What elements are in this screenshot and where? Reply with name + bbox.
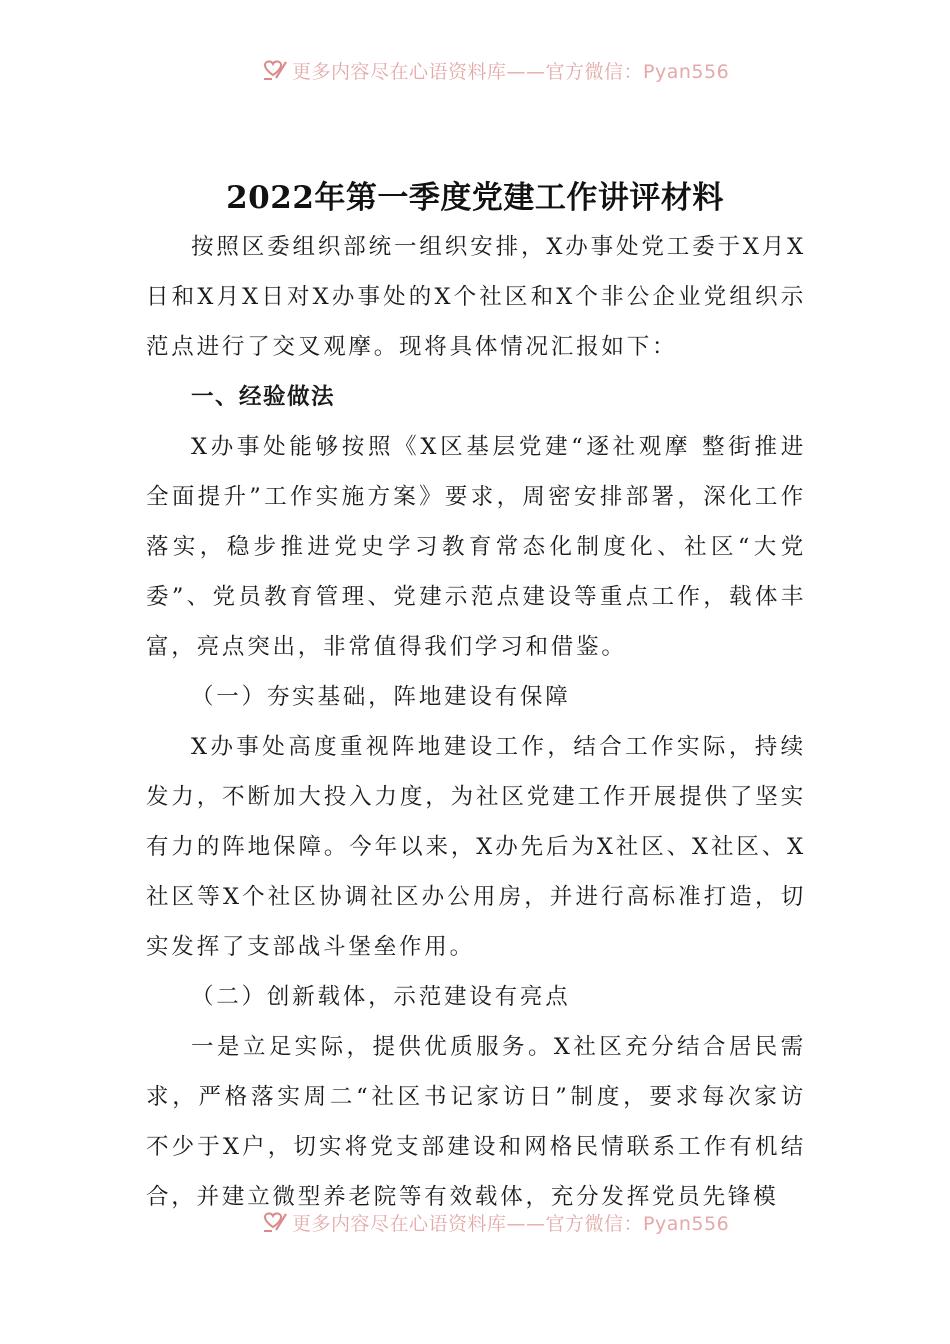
watermark-footer: [262, 1208, 729, 1236]
watermark-text: 更多内容尽在心语资料库——官方微信：Pyan556: [292, 1212, 730, 1235]
intro-paragraph: 按照区委组织部统一组织安排，X办事处党工委于X月X日和X月X日对X办事处的X个社区和X个非公企业党组织示范点进行了交叉观摩。现将具体情况汇报如下：: [146, 234, 806, 360]
brand-logo-icon: [262, 58, 288, 82]
brand-logo-icon: [262, 1210, 288, 1234]
watermark-text: 更多内容尽在心语资料库——官方微信：Pyan556: [292, 60, 730, 83]
section-heading-experience: 一、经验做法: [191, 384, 336, 410]
document-body: [146, 222, 806, 1222]
section-paragraph-experience: X办事处能够按照《X区基层党建“逐社观摩 整街推进 全面提升”工作实施方案》要求，周密安排部署，深化工作落实，稳步推进党史学习教育常态化制度化、社区“大党委”、党员教育管理、党建示范点建设等重点工作，载体丰富，亮点突出，非常值得我们学习和借鉴。: [146, 434, 806, 660]
subheading-innovation: （二）创新载体，示范建设有亮点: [191, 984, 571, 1010]
paragraph-innovation: 一是立足实际，提供优质服务。X社区充分结合居民需求，严格落实周二“社区书记家访日”制度，要求每次家访不少于X户，切实将党支部建设和网格民情联系工作有机结合，并建立微型养老院等有效载体，充分发挥党员先锋模: [146, 1034, 806, 1210]
document-title: 2022年第一季度党建工作讲评材料: [226, 180, 724, 216]
watermark-header: [262, 56, 729, 84]
paragraph-foundation: X办事处高度重视阵地建设工作，结合工作实际，持续发力，不断加大投入力度，为社区党建工作开展提供了坚实有力的阵地保障。今年以来，X办先后为X社区、X社区、X社区等X个社区协调社区办公用房，并进行高标准打造，切实发挥了支部战斗堡垒作用。: [146, 734, 806, 960]
subheading-foundation: （一）夯实基础，阵地建设有保障: [191, 684, 571, 710]
